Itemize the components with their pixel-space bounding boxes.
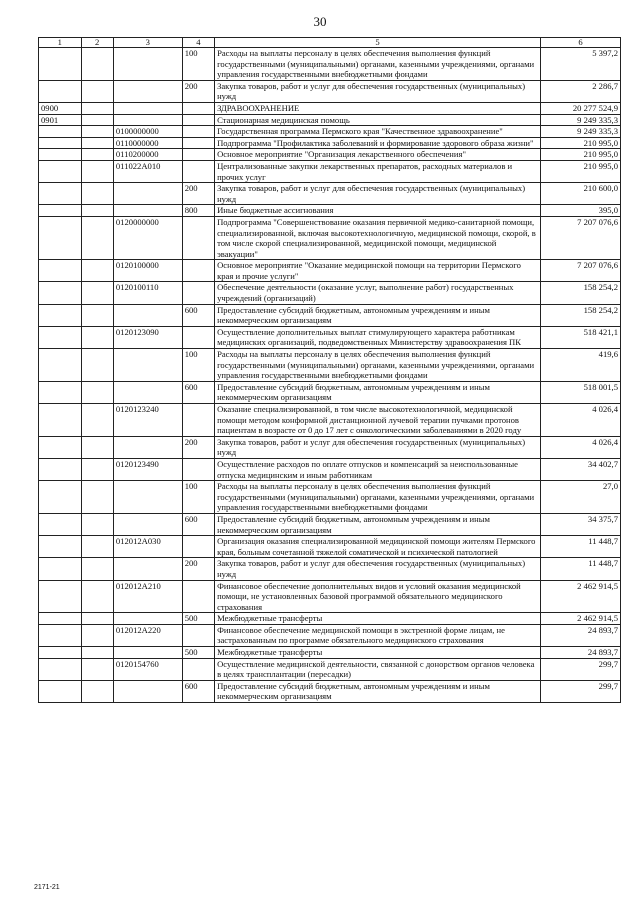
subsection-code-cell [81, 114, 113, 126]
section-code-cell [39, 48, 82, 81]
table-row [39, 558, 621, 580]
amount-cell: 34 375,7 [540, 513, 620, 535]
item-name-cell: Государственная программа Пермского края "Качественное здравоохранение" [215, 126, 541, 138]
subsection-code-cell [81, 404, 113, 437]
section-code-cell [39, 304, 82, 326]
section-code-cell: 0901 [39, 114, 82, 126]
subsection-code-cell [81, 48, 113, 81]
subsection-code-cell [81, 183, 113, 205]
section-code-cell [39, 536, 82, 558]
amount-cell: 9 249 335,3 [540, 114, 620, 126]
amount-cell: 210 995,0 [540, 160, 620, 182]
table-row [39, 349, 621, 382]
section-code-cell [39, 513, 82, 535]
expense-type-cell: 500 [182, 647, 214, 659]
target-article-cell [113, 183, 182, 205]
amount-cell: 210 995,0 [540, 137, 620, 149]
subsection-code-cell [81, 458, 113, 480]
expense-type-cell [182, 580, 214, 613]
item-name-cell: Закупка товаров, работ и услуг для обеспечения государственных (муниципальных) нужд [215, 80, 541, 102]
amount-cell: 11 448,7 [540, 558, 620, 580]
table-row [39, 80, 621, 102]
subsection-code-cell [81, 126, 113, 138]
subsection-code-cell [81, 137, 113, 149]
item-name-cell: Расходы на выплаты персоналу в целях обеспечения выполнения функций государственными (муниципальными) органами, казенными учреждениями, органами управления государственными внебюджетными фондами [215, 481, 541, 514]
target-article-cell [113, 680, 182, 702]
subsection-code-cell [81, 513, 113, 535]
table-row [39, 624, 621, 646]
section-code-cell [39, 183, 82, 205]
column-header-6: 6 [540, 38, 620, 48]
item-name-cell: Стационарная медицинская помощь [215, 114, 541, 126]
section-code-cell: 0900 [39, 102, 82, 114]
table-row [39, 216, 621, 259]
section-code-cell [39, 658, 82, 680]
target-article-cell: 0120154760 [113, 658, 182, 680]
amount-cell: 4 026,4 [540, 436, 620, 458]
section-code-cell [39, 326, 82, 348]
section-code-cell [39, 216, 82, 259]
budget-table [38, 37, 621, 703]
target-article-cell [113, 513, 182, 535]
expense-type-cell: 200 [182, 558, 214, 580]
expense-type-cell [182, 260, 214, 282]
item-name-cell: Расходы на выплаты персоналу в целях обеспечения выполнения функций государственными (муниципальными) органами, казенными учреждениями, органами управления государственными внебюджетными фондами [215, 349, 541, 382]
table-row [39, 205, 621, 217]
column-header-5: 5 [215, 38, 541, 48]
item-name-cell: Основное мероприятие "Организация лекарственного обеспечения" [215, 149, 541, 161]
section-code-cell [39, 160, 82, 182]
column-header-3: 3 [113, 38, 182, 48]
table-row [39, 513, 621, 535]
table-row [39, 647, 621, 659]
table-row [39, 326, 621, 348]
amount-cell: 5 397,2 [540, 48, 620, 81]
table-row [39, 436, 621, 458]
section-code-cell [39, 260, 82, 282]
amount-cell: 9 249 335,3 [540, 126, 620, 138]
section-code-cell [39, 205, 82, 217]
target-article-cell [113, 48, 182, 81]
item-name-cell: Иные бюджетные ассигнования [215, 205, 541, 217]
amount-cell: 7 207 076,6 [540, 260, 620, 282]
section-code-cell [39, 149, 82, 161]
expense-type-cell: 200 [182, 436, 214, 458]
amount-cell: 2 462 914,5 [540, 613, 620, 625]
amount-cell: 4 026,4 [540, 404, 620, 437]
expense-type-cell: 100 [182, 349, 214, 382]
table-row [39, 536, 621, 558]
amount-cell: 299,7 [540, 680, 620, 702]
expense-type-cell [182, 216, 214, 259]
header-row [39, 38, 621, 48]
expense-type-cell: 200 [182, 80, 214, 102]
footer-code: 2171-21 [34, 884, 60, 891]
subsection-code-cell [81, 658, 113, 680]
table-row [39, 137, 621, 149]
section-code-cell [39, 436, 82, 458]
amount-cell: 27,0 [540, 481, 620, 514]
target-article-cell: 011022А010 [113, 160, 182, 182]
item-name-cell: Закупка товаров, работ и услуг для обеспечения государственных (муниципальных) нужд [215, 183, 541, 205]
target-article-cell: 0110000000 [113, 137, 182, 149]
table-row [39, 481, 621, 514]
target-article-cell: 0120123490 [113, 458, 182, 480]
target-article-cell [113, 613, 182, 625]
target-article-cell [113, 80, 182, 102]
subsection-code-cell [81, 102, 113, 114]
item-name-cell: Закупка товаров, работ и услуг для обеспечения государственных (муниципальных) нужд [215, 558, 541, 580]
column-header-4: 4 [182, 38, 214, 48]
page-number: 30 [313, 14, 327, 29]
table-row [39, 114, 621, 126]
expense-type-cell: 600 [182, 513, 214, 535]
table-row [39, 102, 621, 114]
table-row [39, 381, 621, 403]
amount-cell: 518 001,5 [540, 381, 620, 403]
section-code-cell [39, 458, 82, 480]
table-header [39, 38, 621, 48]
target-article-cell: 012012А030 [113, 536, 182, 558]
target-article-cell: 0120100000 [113, 260, 182, 282]
amount-cell: 299,7 [540, 658, 620, 680]
amount-cell: 395,0 [540, 205, 620, 217]
amount-cell: 7 207 076,6 [540, 216, 620, 259]
subsection-code-cell [81, 381, 113, 403]
target-article-cell [113, 558, 182, 580]
table-row [39, 126, 621, 138]
table-row [39, 260, 621, 282]
expense-type-cell [182, 282, 214, 304]
expense-type-cell [182, 658, 214, 680]
table-row [39, 458, 621, 480]
section-code-cell [39, 80, 82, 102]
item-name-cell: Оказание специализированной, в том числе высокотехнологичной, медицинской помощи методом конформной дистанционной лучевой терапии пучками протонов пациентам в возрасте от 0 до 17 лет с онкологическими заболеваниями в 2020 году [215, 404, 541, 437]
item-name-cell: Межбюджетные трансферты [215, 647, 541, 659]
section-code-cell [39, 137, 82, 149]
subsection-code-cell [81, 436, 113, 458]
section-code-cell [39, 349, 82, 382]
amount-cell: 419,6 [540, 349, 620, 382]
expense-type-cell [182, 404, 214, 437]
amount-cell: 158 254,2 [540, 304, 620, 326]
amount-cell: 20 277 524,9 [540, 102, 620, 114]
expense-type-cell [182, 536, 214, 558]
target-article-cell: 0120123240 [113, 404, 182, 437]
item-name-cell: ЗДРАВООХРАНЕНИЕ [215, 102, 541, 114]
section-code-cell [39, 481, 82, 514]
item-name-cell: Организация оказания специализированной медицинской помощи жителям Пермского края, больным сочетанной тяжелой соматической и психической патологией [215, 536, 541, 558]
expense-type-cell: 100 [182, 48, 214, 81]
table-row [39, 580, 621, 613]
subsection-code-cell [81, 613, 113, 625]
table-row [39, 160, 621, 182]
table-row [39, 183, 621, 205]
target-article-cell: 0120100110 [113, 282, 182, 304]
amount-cell: 210 995,0 [540, 149, 620, 161]
target-article-cell [113, 205, 182, 217]
target-article-cell: 012012А220 [113, 624, 182, 646]
table-body [39, 48, 621, 703]
subsection-code-cell [81, 216, 113, 259]
amount-cell: 24 893,7 [540, 647, 620, 659]
subsection-code-cell [81, 205, 113, 217]
subsection-code-cell [81, 647, 113, 659]
subsection-code-cell [81, 304, 113, 326]
amount-cell: 11 448,7 [540, 536, 620, 558]
item-name-cell: Осуществление дополнительных выплат стимулирующего характера работникам медицинских организаций, подведомственных Министерству здравоохранения ПК [215, 326, 541, 348]
table-row [39, 48, 621, 81]
section-code-cell [39, 647, 82, 659]
target-article-cell: 0110200000 [113, 149, 182, 161]
section-code-cell [39, 624, 82, 646]
column-header-1: 1 [39, 38, 82, 48]
table-row [39, 404, 621, 437]
target-article-cell [113, 647, 182, 659]
expense-type-cell [182, 149, 214, 161]
subsection-code-cell [81, 282, 113, 304]
item-name-cell: Обеспечение деятельности (оказание услуг, выполнение работ) государственных учреждений (организаций) [215, 282, 541, 304]
subsection-code-cell [81, 680, 113, 702]
expense-type-cell: 200 [182, 183, 214, 205]
table-row [39, 680, 621, 702]
item-name-cell: Предоставление субсидий бюджетным, автономным учреждениям и иным некоммерческим организациям [215, 381, 541, 403]
subsection-code-cell [81, 558, 113, 580]
table-row [39, 304, 621, 326]
amount-cell: 158 254,2 [540, 282, 620, 304]
expense-type-cell: 500 [182, 613, 214, 625]
subsection-code-cell [81, 349, 113, 382]
target-article-cell [113, 102, 182, 114]
target-article-cell [113, 114, 182, 126]
item-name-cell: Осуществление расходов по оплате отпусков и компенсаций за неиспользованные отпуска медицинским и иным работникам [215, 458, 541, 480]
amount-cell: 24 893,7 [540, 624, 620, 646]
section-code-cell [39, 580, 82, 613]
expense-type-cell: 600 [182, 304, 214, 326]
expense-type-cell [182, 624, 214, 646]
expense-type-cell [182, 458, 214, 480]
item-name-cell: Межбюджетные трансферты [215, 613, 541, 625]
item-name-cell: Предоставление субсидий бюджетным, автономным учреждениям и иным некоммерческим организациям [215, 680, 541, 702]
expense-type-cell [182, 160, 214, 182]
item-name-cell: Финансовое обеспечение медицинской помощи в экстренной форме лицам, не застрахованным по программе обязательного медицинского страхования [215, 624, 541, 646]
target-article-cell [113, 436, 182, 458]
amount-cell: 210 600,0 [540, 183, 620, 205]
section-code-cell [39, 680, 82, 702]
target-article-cell [113, 349, 182, 382]
target-article-cell: 0120000000 [113, 216, 182, 259]
expense-type-cell [182, 326, 214, 348]
item-name-cell: Расходы на выплаты персоналу в целях обеспечения выполнения функций государственными (муниципальными) органами, казенными учреждениями, органами управления государственными внебюджетными фондами [215, 48, 541, 81]
target-article-cell [113, 481, 182, 514]
column-header-2: 2 [81, 38, 113, 48]
subsection-code-cell [81, 481, 113, 514]
subsection-code-cell [81, 536, 113, 558]
expense-type-cell [182, 126, 214, 138]
section-code-cell [39, 613, 82, 625]
item-name-cell: Финансовое обеспечение дополнительных видов и условий оказания медицинской помощи, не установленных базовой программой обязательного медицинского страхования [215, 580, 541, 613]
section-code-cell [39, 282, 82, 304]
item-name-cell: Предоставление субсидий бюджетным, автономным учреждениям и иным некоммерческим организациям [215, 304, 541, 326]
item-name-cell: Закупка товаров, работ и услуг для обеспечения государственных (муниципальных) нужд [215, 436, 541, 458]
section-code-cell [39, 558, 82, 580]
target-article-cell: 0120123090 [113, 326, 182, 348]
table-row [39, 658, 621, 680]
subsection-code-cell [81, 80, 113, 102]
target-article-cell: 012012А210 [113, 580, 182, 613]
section-code-cell [39, 381, 82, 403]
table-row [39, 282, 621, 304]
expense-type-cell: 800 [182, 205, 214, 217]
target-article-cell [113, 304, 182, 326]
item-name-cell: Централизованные закупки лекарственных препаратов, расходных материалов и прочих услуг [215, 160, 541, 182]
subsection-code-cell [81, 326, 113, 348]
expense-type-cell: 100 [182, 481, 214, 514]
expense-type-cell: 600 [182, 680, 214, 702]
table-row [39, 613, 621, 625]
subsection-code-cell [81, 149, 113, 161]
item-name-cell: Подпрограмма "Совершенствование оказания первичной медико-санитарной помощи, специализированной, включая высокотехнологичную, медицинской помощи, скорой, в том числе скорой специализированной, медицинской помощи, медицинской эвакуации" [215, 216, 541, 259]
target-article-cell: 0100000000 [113, 126, 182, 138]
section-code-cell [39, 404, 82, 437]
amount-cell: 518 421,1 [540, 326, 620, 348]
expense-type-cell [182, 102, 214, 114]
expense-type-cell [182, 114, 214, 126]
amount-cell: 2 462 914,5 [540, 580, 620, 613]
subsection-code-cell [81, 580, 113, 613]
amount-cell: 34 402,7 [540, 458, 620, 480]
table-row [39, 149, 621, 161]
item-name-cell: Осуществление медицинской деятельности, связанной с донорством органов человека в целях трансплантации (пересадки) [215, 658, 541, 680]
item-name-cell: Подпрограмма "Профилактика заболеваний и формирование здорового образа жизни" [215, 137, 541, 149]
subsection-code-cell [81, 624, 113, 646]
item-name-cell: Предоставление субсидий бюджетным, автономным учреждениям и иным некоммерческим организациям [215, 513, 541, 535]
section-code-cell [39, 126, 82, 138]
item-name-cell: Основное мероприятие "Оказание медицинской помощи на территории Пермского края и прочие услуги" [215, 260, 541, 282]
subsection-code-cell [81, 260, 113, 282]
expense-type-cell: 600 [182, 381, 214, 403]
amount-cell: 2 286,7 [540, 80, 620, 102]
subsection-code-cell [81, 160, 113, 182]
expense-type-cell [182, 137, 214, 149]
target-article-cell [113, 381, 182, 403]
